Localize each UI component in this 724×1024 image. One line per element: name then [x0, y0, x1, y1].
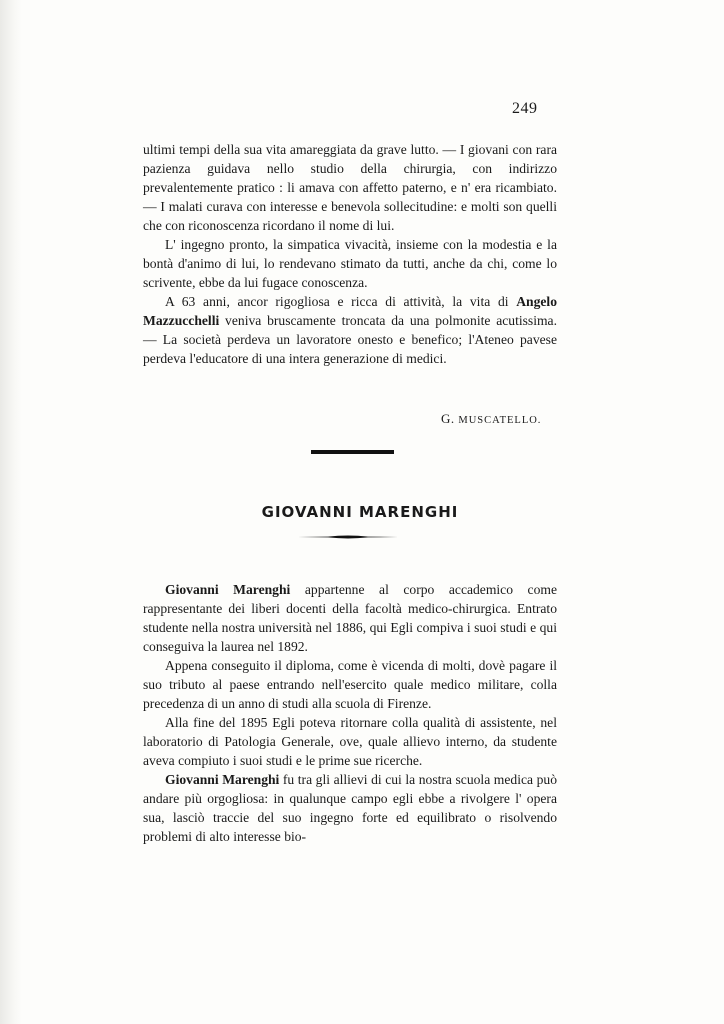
- page-gutter-shadow: [0, 0, 22, 1024]
- obituary-continuation: [143, 140, 557, 368]
- section-divider: [311, 450, 394, 454]
- paragraph-5: Appena conseguito il diploma, come è vicenda di molti, dovè pagare il suo tributo al paese entrando nell'esercito quale medico militare, colla precedenza di un anno di studi alla scuola di Firenze.: [143, 658, 557, 711]
- obituary-marenghi: [143, 580, 557, 846]
- person-name: Giovanni Marenghi: [165, 582, 291, 597]
- paragraph-4: Giovanni Marenghi appartenne al corpo accademico come rappresentante dei liberi docenti della facoltà medico-chirurgica. Entrato studente nella nostra università nel 1886, qui Egli compiva i suoi studi e qui conseguiva la laurea nel 1892.: [143, 582, 557, 654]
- person-name: Giovanni Marenghi: [165, 772, 280, 787]
- paragraph-1: ultimi tempi della sua vita amareggiata da grave lutto. — I giovani con rara pazienza guidava nello studio della chirurgia, con indirizzo prevalentemente pratico : li amava con affetto paterno, e n' era ricambiato. — I malati curava con interesse e benevola sollecitudine: e molti son quelli che con riconoscenza ricordano il nome di lui.: [143, 142, 557, 233]
- section-heading: GIOVANNI MARENGHI: [261, 503, 459, 521]
- person-name: Angelo Mazzucchelli: [143, 294, 557, 328]
- heading-ornament: [298, 533, 398, 541]
- page-number: 249: [512, 100, 538, 117]
- paragraph-3: A 63 anni, ancor rigogliosa e ricca di attività, la vita di Angelo Mazzucchelli veniva bruscamente troncata da una polmonite acutissima. — La società perdeva un lavoratore onesto e benefico; l'Ateneo pavese perdeva l'educatore di una intera generazione di medici.: [143, 294, 557, 366]
- author-signature: G. MUSCATELLO.: [441, 411, 542, 426]
- paragraph-7: Giovanni Marenghi fu tra gli allievi di cui la nostra scuola medica può andare più orgogliosa: in qualunque campo egli ebbe a rivolgere l' opera sua, lasciò traccie del suo ingegno forte ed equilibrato o risolvendo problemi di alto interesse bio-: [143, 772, 557, 844]
- paragraph-6: Alla fine del 1895 Egli poteva ritornare colla qualità di assistente, nel laboratorio di Patologia Generale, ove, quale allievo interno, da studente aveva compiuto i suoi studi e le prime sue ricerche.: [143, 715, 557, 768]
- paragraph-2: L' ingegno pronto, la simpatica vivacità, insieme con la modestia e la bontà d'animo di lui, lo rendevano stimato da tutti, anche da chi, come lo scrivente, ebbe da lui fugace conoscenza.: [143, 237, 557, 290]
- author-surname: MUSCATELLO.: [458, 415, 542, 426]
